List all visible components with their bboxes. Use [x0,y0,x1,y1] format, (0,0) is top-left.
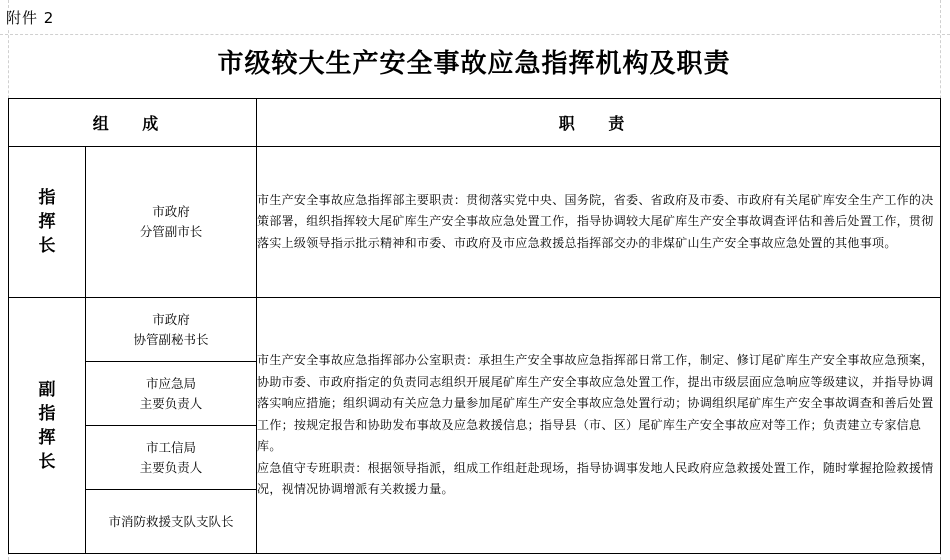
duty-table [8,98,941,554]
deputy-row-1 [9,298,941,362]
post-fire-rescue-chief: 市消防救援支队支队长 [86,490,257,554]
commander-row [9,147,941,298]
attachment-label: 附件 2 [6,8,58,28]
header-row [9,99,941,147]
role-commander: 指挥长 [9,147,86,298]
role-deputy-commander: 副指挥长 [9,298,86,554]
header-duties: 职 责 [257,99,941,147]
header-composition: 组 成 [9,99,257,147]
post-deputy-secretary-general: 市政府 协管副秘书长 [86,298,257,362]
deputy-duty: 市生产安全事故应急指挥部办公室职责：承担生产安全事故应急指挥部日常工作，制定、修订尾矿库生产安全事故应急预案，协助市委、市政府指定的负责同志组织开展尾矿库生产安全事故应急处置工作，提出市级层面应急响应等级建议，并指导协调落实响应措施；组织调动有关应急力量参加尾矿库生产安全事故应急处置行动；协调组织尾矿库生产安全事故调查和善后处置工作；按规定报告和协助发布事故及应急救援信息；指导县（市、区）尾矿库生产安全事故应对等工作；负责建立专家信息库。 应急值守专班职责：根据领导指派，组成工作组赶赴现场，指导协调事发地人民政府应急救援处置工作，随时掌握抢险救援情况，视情况协调增派有关救援力量。 [257,298,941,554]
post-emergency-bureau-head: 市应急局 主要负责人 [86,362,257,426]
post-deputy-mayor: 市政府 分管副市长 [86,147,257,298]
commander-duty: 市生产安全事故应急指挥部主要职责：贯彻落实党中央、国务院，省委、省政府及市委、市政府有关尾矿库安全生产工作的决策部署，组织指挥较大尾矿库生产安全事故应急处置工作，指导协调较大尾矿库生产安全事故调查评估和善后处置工作，贯彻落实上级领导指示批示精神和市委、市政府及市应急救援总指挥部交办的非煤矿山生产安全事故应急处置的其他事项。 [257,147,941,298]
post-industry-bureau-head: 市工信局 主要负责人 [86,426,257,490]
document-title: 市级较大生产安全事故应急指挥机构及职责 [217,49,731,79]
